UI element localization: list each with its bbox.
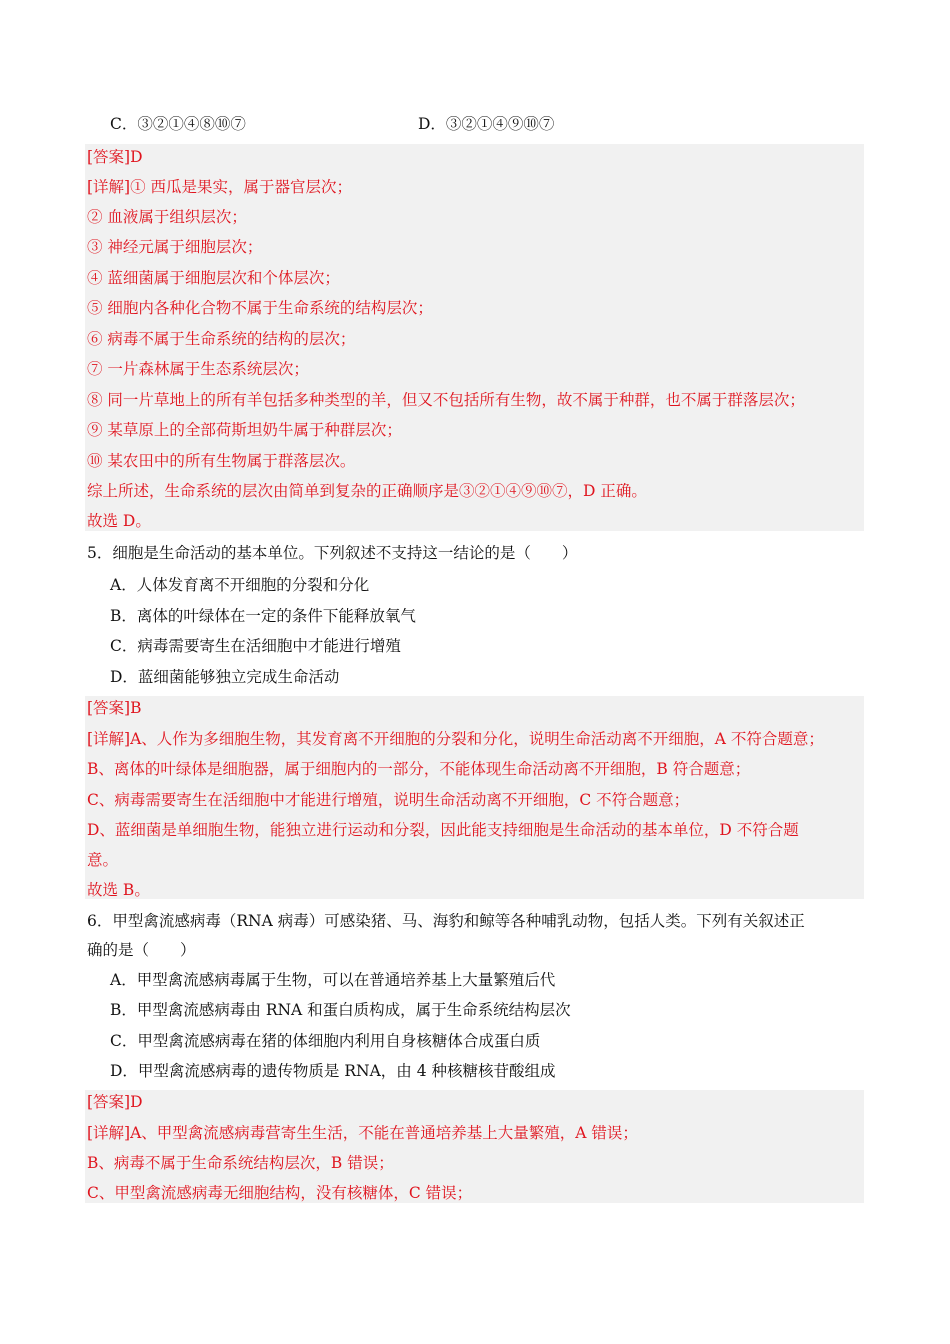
q4-explanation-line: [详解]① 西瓜是果实，属于器官层次； [87,178,353,196]
q6-explanation-line: [详解]A、甲型禽流感病毒营寄生生活，不能在普通培养基上大量繁殖，A 错误； [87,1124,638,1142]
q4-explanation-line: 综上所述，生命系统的层次由简单到复杂的正确顺序是③②①④⑨⑩⑦，D 正确。 [87,482,647,500]
q5-option-d: D．蓝细菌能够独立完成生命活动 [110,668,340,686]
q5-option-a: A．人体发育离不开细胞的分裂和分化 [110,576,370,594]
q5-explanation-line: 故选 B。 [87,881,150,899]
q4-explanation-line: 故选 D。 [87,512,151,530]
q4-option-d: D．③②①④⑨⑩⑦ [418,115,555,133]
q4-explanation-line: ⑥ 病毒不属于生命系统的结构的层次； [87,330,356,348]
q4-answer: [答案]D [87,148,143,166]
q4-explanation-line: ⑧ 同一片草地上的所有羊包括多种类型的羊，但又不包括所有生物，故不属于种群，也不属于群落层次； [87,391,805,409]
q6-option-c: C．甲型禽流感病毒在猪的体细胞内利用自身核糖体合成蛋白质 [110,1032,541,1050]
q5-stem: 5．细胞是生命活动的基本单位。下列叙述不支持这一结论的是（ ） [87,544,578,562]
q6-option-d: D．甲型禽流感病毒的遗传物质是 RNA，由 4 种核糖核苷酸组成 [110,1062,556,1080]
q4-option-c: C．③②①④⑧⑩⑦ [110,115,246,133]
q5-explanation-line: 意。 [87,851,119,869]
q5-option-b: B．离体的叶绿体在一定的条件下能释放氧气 [110,607,416,625]
q5-answer: [答案]B [87,699,142,717]
q5-explanation-line: C、病毒需要寄生在活细胞中才能进行增殖，说明生命活动离不开细胞，C 不符合题意； [87,791,690,809]
q6-stem-continued: 确的是（ ） [87,941,196,959]
q4-explanation-line: ② 血液属于组织层次； [87,208,247,226]
q4-explanation-line: ④ 蓝细菌属于细胞层次和个体层次； [87,269,340,287]
q4-explanation-line: ⑨ 某草原上的全部荷斯坦奶牛属于种群层次； [87,421,402,439]
q4-explanation-line: ⑦ 一片森林属于生态系统层次； [87,360,309,378]
q4-explanation-line: ⑩ 某农田中的所有生物属于群落层次。 [87,452,356,470]
q5-explanation-line: D、蓝细菌是单细胞生物，能独立进行运动和分裂，因此能支持细胞是生命活动的基本单位，D 不符合题 [87,821,799,839]
q6-answer: [答案]D [87,1093,143,1111]
q4-explanation-line: ⑤ 细胞内各种化合物不属于生命系统的结构层次； [87,299,433,317]
q6-explanation-line: C、甲型禽流感病毒无细胞结构，没有核糖体，C 错误； [87,1184,473,1202]
q6-option-a: A．甲型禽流感病毒属于生物，可以在普通培养基上大量繁殖后代 [110,971,556,989]
q5-option-c: C．病毒需要寄生在活细胞中才能进行增殖 [110,637,401,655]
q6-option-b: B．甲型禽流感病毒由 RNA 和蛋白质构成，属于生命系统结构层次 [110,1001,571,1019]
q5-explanation-line: B、离体的叶绿体是细胞器，属于细胞内的一部分，不能体现生命活动离不开细胞，B 符合题意； [87,760,751,778]
q6-explanation-line: B、病毒不属于生命系统结构层次，B 错误； [87,1154,394,1172]
q4-explanation-line: ③ 神经元属于细胞层次； [87,238,263,256]
q6-stem: 6．甲型禽流感病毒（RNA 病毒）可感染猪、马、海豹和鲸等各种哺乳动物，包括人类。下列有关叙述正 [87,912,805,930]
q5-explanation-line: [详解]A、人作为多细胞生物，其发育离不开细胞的分裂和分化，说明生命活动离不开细胞，A 不符合题意； [87,730,824,748]
